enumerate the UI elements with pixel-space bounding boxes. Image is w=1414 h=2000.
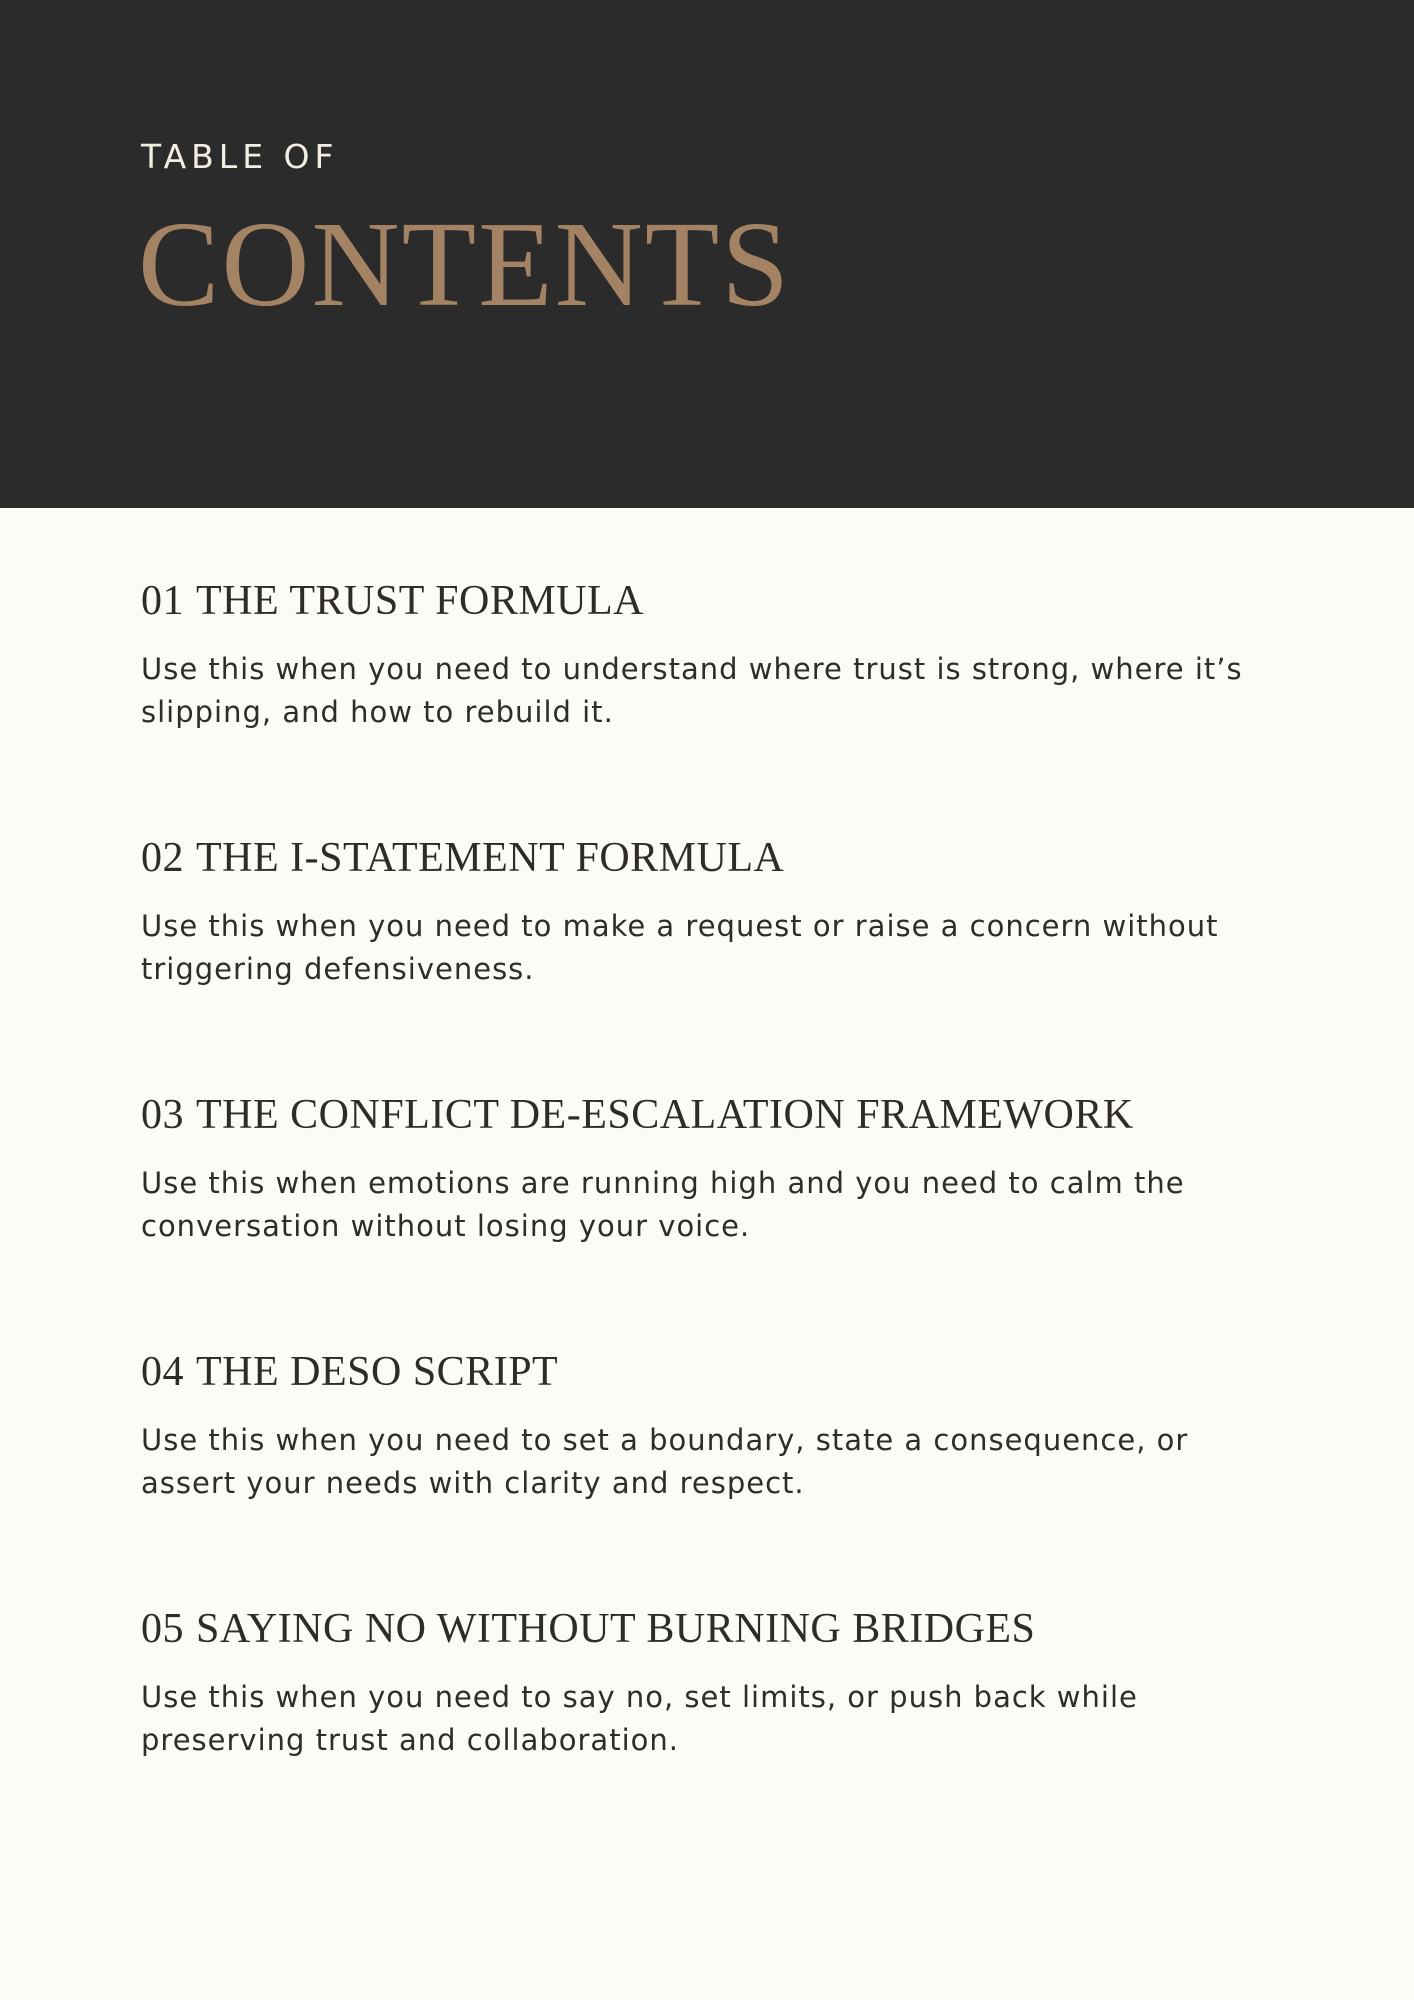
entry-number: 05 xyxy=(141,1606,184,1652)
entry-title: THE I-STATEMENT FORMULA xyxy=(196,835,785,881)
entry-number: 02 xyxy=(141,835,184,881)
header-kicker: TABLE OF xyxy=(141,137,339,176)
contents-entry-02[interactable] xyxy=(141,837,1281,991)
entry-heading xyxy=(141,1351,1281,1393)
header-banner xyxy=(0,0,1414,508)
entry-title: THE TRUST FORMULA xyxy=(196,578,645,624)
entry-description: Use this when you need to make a request or raise a concern without triggering defensiveness. xyxy=(141,909,1219,986)
entry-heading xyxy=(141,1608,1281,1650)
entry-number: 03 xyxy=(141,1092,184,1138)
entry-description: Use this when you need to set a boundary, state a consequence, or assert your needs with clarity and respect. xyxy=(141,1423,1189,1500)
entry-number: 04 xyxy=(141,1349,184,1395)
contents-entry-05[interactable] xyxy=(141,1608,1281,1762)
entry-heading xyxy=(141,1094,1281,1136)
entry-description: Use this when you need to say no, set limits, or push back while preserving trust and collaboration. xyxy=(141,1680,1138,1757)
entry-number: 01 xyxy=(141,578,184,624)
contents-entry-01[interactable] xyxy=(141,580,1281,734)
entry-title: THE DESO SCRIPT xyxy=(196,1349,559,1395)
entry-title: SAYING NO WITHOUT BURNING BRIDGES xyxy=(196,1606,1036,1652)
entry-heading xyxy=(141,837,1281,879)
entry-description: Use this when you need to understand where trust is strong, where it’s slipping, and how to rebuild it. xyxy=(141,652,1243,729)
entry-heading xyxy=(141,580,1281,622)
entry-description: Use this when emotions are running high and you need to calm the conversation without losing your voice. xyxy=(141,1166,1185,1243)
contents-entry-04[interactable] xyxy=(141,1351,1281,1505)
entry-title: THE CONFLICT DE-ESCALATION FRAMEWORK xyxy=(196,1092,1134,1138)
contents-entry-03[interactable] xyxy=(141,1094,1281,1248)
page-title: CONTENTS xyxy=(138,197,792,332)
